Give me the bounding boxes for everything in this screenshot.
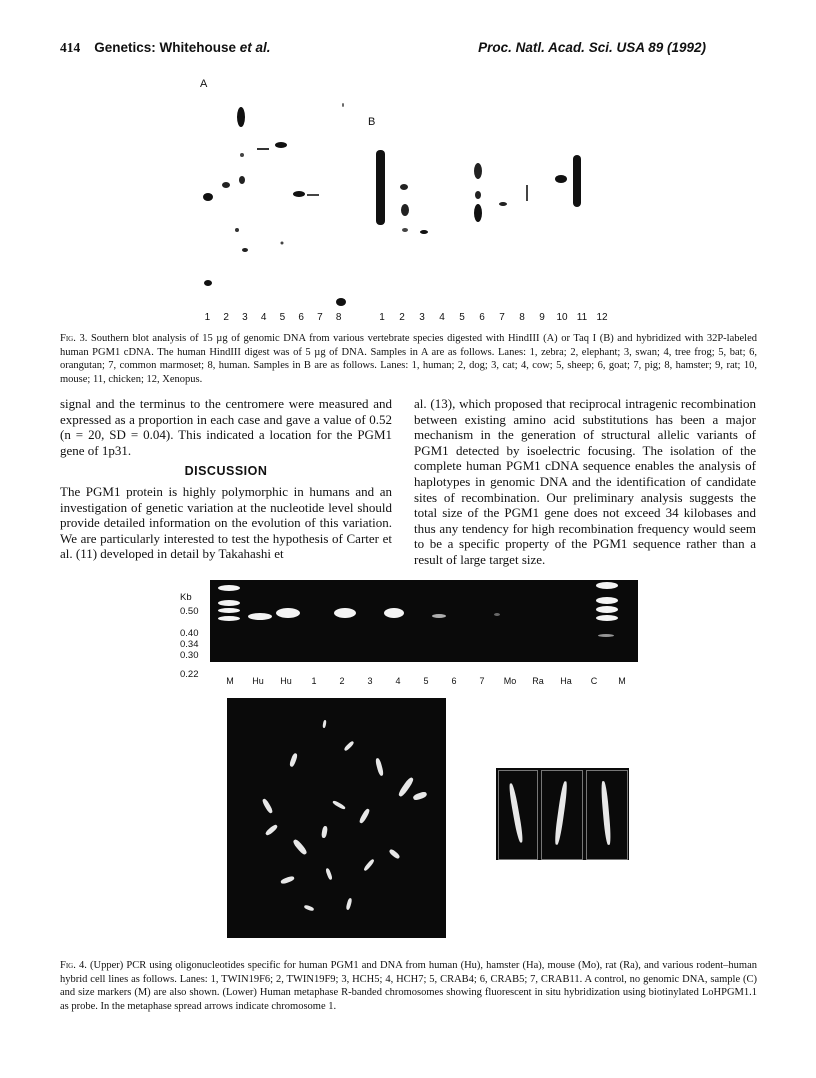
kb-mark-022: 0.22: [180, 669, 199, 680]
discussion-heading: DISCUSSION: [184, 464, 268, 479]
fig3-lane-b-11: 11: [576, 312, 588, 323]
chromosome-1-insets: [496, 768, 629, 860]
metaphase-spread-image: [227, 698, 446, 938]
kb-axis-title: Kb: [180, 592, 192, 603]
fig3-lane-numbers-a: [198, 312, 348, 323]
pcr-lane-label-1: M: [226, 676, 234, 686]
pcr-lane-label-10: 7: [479, 676, 485, 686]
chromosome-inset-3: [586, 770, 628, 860]
fig3-caption-text: Southern blot analysis of 15 µg of genomic DNA from various vertebrate species digested with HindIII (A) or Taq I (B) and hybridized with 32P-labeled human PGM1 cDNA. The human HindIII digest was of 5 µg of DNA. Samples in A are as follows. Lanes: 1, zebra; 2, elephant; 3, swan; 4, tree frog; 5, bat; 6, orangutan; 7, common marmoset; 8, human. Samples in B are as follows. Lanes: 1, human; 2, dog; 3, cat; 4, cow; 5, sheep; 6, goat; 7, pig; 8, hamster; 9, rat; 10, mouse; 11, chicken; 12, Xenopus.: [60, 333, 757, 385]
pcr-lane-label-3: Hu: [280, 676, 292, 686]
pcr-lane-label-5: 2: [339, 676, 345, 686]
fig3-panel-b-label: B: [368, 116, 376, 128]
right-column: [414, 396, 756, 568]
fig3-lane-a-2: 2: [223, 312, 229, 323]
fig3-lane-b-1: 1: [379, 312, 385, 323]
pcr-lane-label-15: M: [618, 676, 626, 686]
kb-mark-034: 0.34: [180, 639, 199, 650]
pcr-lane-label-7: 4: [395, 676, 401, 686]
fig3-lane-b-12: 12: [596, 312, 608, 323]
pcr-lane-label-8: 5: [423, 676, 429, 686]
chromosome-inset-1: [498, 770, 538, 860]
fig3-lane-b-9: 9: [539, 312, 545, 323]
right-para: al. (13), which proposed that reciprocal intragenic recombination between existing amino acid substitutions has been a major mechanism in the generation of structural allelic variants of PGM1 detected by isoelectric focusing. The isolation of the complete human PGM1 cDNA sequence enables the analysis of haplotypes in genomic DNA and the identification of candidate sites of recombination. Our preliminary analysis suggests the total size of the PGM1 gene does not exceed 34 kilobases and thus any tendency for high recombination frequency would seem to be a specific property of the PGM1 sequence rather than a result of large target size.: [414, 396, 756, 567]
pcr-lane-label-6: 3: [367, 676, 373, 686]
left-para-1: signal and the terminus to the centromere were measured and expressed as a proportion in each case and gave a value of 0.52 (n = 20, SD = 0.04). This indicated a location for the PGM1 gene of 1p31.: [60, 396, 392, 458]
fig3-panel-a-label: A: [200, 78, 208, 90]
fig3-lane-a-4: 4: [260, 312, 267, 323]
fig3-panel-a-bands: [203, 103, 346, 306]
fig3-lane-numbers-b: [372, 312, 612, 323]
kb-mark-050: 0.50: [180, 606, 199, 617]
pcr-lane-label-2: Hu: [252, 676, 264, 686]
fig3-lane-b-6: 6: [479, 312, 485, 323]
pcr-lane-label-4: 1: [311, 676, 317, 686]
fig3-lane-a-3: 3: [242, 312, 248, 323]
fig3-lane-b-8: 8: [519, 312, 525, 323]
fig3-caption-label: Fig. 3.: [60, 333, 88, 344]
fig3-lane-a-1: 1: [204, 312, 211, 323]
fig3-lane-b-3: 3: [419, 312, 425, 323]
page-number: 414: [60, 40, 81, 55]
fig3-lane-a-6: 6: [298, 312, 304, 323]
fig3-panel-b-bands: [376, 150, 581, 234]
fig3-lane-b-7: 7: [499, 312, 505, 323]
pcr-lane-label-11: Mo: [503, 676, 517, 686]
pcr-lane-labels: [216, 676, 636, 686]
fig4-caption-label: Fig. 4.: [60, 960, 87, 971]
chromosome-inset-2: [541, 770, 583, 860]
section-title: Genetics: Whitehouse: [94, 40, 237, 55]
pcr-lane-label-12: Ra: [532, 676, 544, 686]
fig3-lane-b-5: 5: [459, 312, 465, 323]
kb-mark-040: 0.40: [180, 628, 199, 639]
fig4-caption: [60, 959, 757, 1013]
fig3-lane-a-5: 5: [279, 312, 286, 323]
left-column: [60, 396, 392, 562]
running-authors: et al.: [236, 40, 271, 55]
journal-citation: Proc. Natl. Acad. Sci. USA 89 (1992): [478, 40, 706, 55]
fig3-lane-a-8: 8: [335, 312, 342, 323]
fig3-lane-b-4: 4: [439, 312, 445, 323]
left-para-2: The PGM1 protein is highly polymorphic in humans and an investigation of genetic variation at the nucleotide level should provide detailed information on the evolution of this variation. We are particularly interested to test the hypothesis of Carter et al. (11) developed in detail by Takahashi et: [60, 483, 392, 562]
fig3-lane-b-2: 2: [399, 312, 405, 323]
pcr-lane-label-13: Ha: [560, 676, 572, 686]
kb-mark-030: 0.30: [180, 650, 199, 661]
running-header-left: [60, 40, 271, 56]
fig3-lane-a-7: 7: [317, 312, 323, 323]
pcr-lane-label-14: C: [590, 676, 598, 686]
pcr-lane-label-9: 6: [451, 676, 457, 686]
fig4-caption-text: (Upper) PCR using oligonucleotides specific for human PGM1 and DNA from human (Hu), hamster (Ha), mouse (Mo), rat (Ra), and various rodent–human hybrid cell lines as follows. Lanes: 1, TWIN19F6; 2, TWIN19F9; 3, HCH5; 4, HCH7; 5, CRAB4; 6, CRAB5; 7, CRAB11. A control, no genomic DNA, sample (C) and size markers (M) are also shown. (Lower) Human metaphase R-banded chromosomes showing fluorescent in situ hybridization using biotinylated LoHPGM1.1 as probe. In the metaphase spread arrows indicate chromosome 1.: [60, 960, 758, 1012]
fig3-blot-image: [195, 95, 615, 315]
fig3-lane-b-10: 10: [556, 312, 568, 323]
fig3-caption: [60, 332, 757, 386]
pcr-gel-image: [210, 580, 638, 662]
